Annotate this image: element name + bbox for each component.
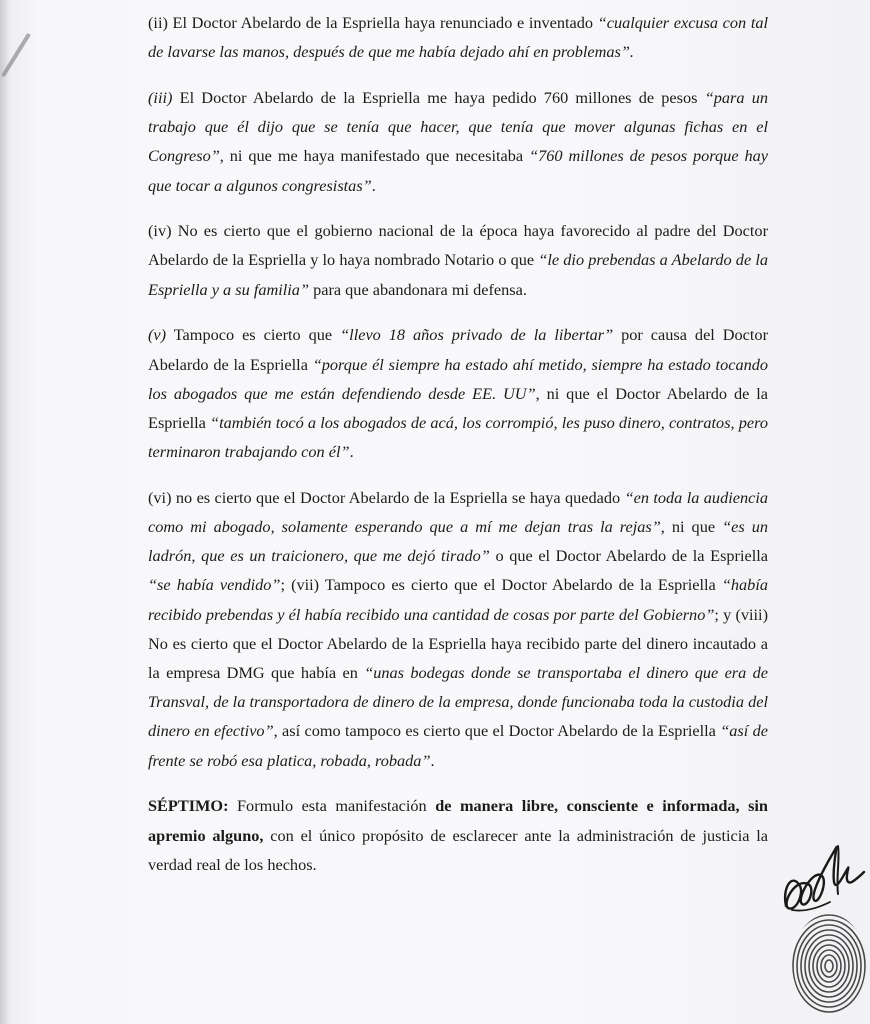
fingerprint-image xyxy=(788,908,870,1016)
paragraph-iii xyxy=(148,83,768,200)
paragraph-vi xyxy=(148,483,768,775)
paragraph-text-segment: (iv) No es cierto que el gobierno nacional de la época haya favorecido al padre del Doctor Abelardo de la Espriella y lo haya nombrado Notario o que xyxy=(148,221,768,270)
paragraph-text-segment: Tampoco es cierto que xyxy=(166,325,341,345)
paragraph-iv xyxy=(148,216,768,304)
paragraph-ii xyxy=(148,8,768,66)
paragraph-text-segment: . xyxy=(430,750,435,770)
paragraph-text-segment: “760 millones de pesos porque hay que tocar a algunos congresistas” xyxy=(148,146,768,195)
paragraph-text-segment: SÉPTIMO: xyxy=(148,796,229,816)
paragraph-text-segment: ; y (viii) No es cierto que el Doctor Abelardo de la Espriella haya recibido parte del dinero incautado a la empresa DMG que había en xyxy=(148,604,768,683)
document-body xyxy=(148,8,768,895)
paragraph-text-segment: , ni que el Doctor Abelardo de la Espriella xyxy=(148,383,768,432)
paragraph-text-segment: . xyxy=(371,175,376,195)
paragraph-text-segment: El Doctor Abelardo de la Espriella me haya pedido 760 millones de pesos xyxy=(172,87,705,107)
paragraph-text-segment: “también tocó a los abogados de acá, los corrompió, les puso dinero, contratos, pero terminaron trabajando con él” xyxy=(148,412,769,462)
paragraph-text-segment: “cualquier excusa con tal de lavarse las manos, después de que me había dejado ahí en problemas”. xyxy=(148,13,769,62)
paragraph-text-segment: . xyxy=(349,442,354,462)
paragraph-text-segment: (vi) no es cierto que el Doctor Abelardo de la Espriella se haya quedado xyxy=(148,487,625,507)
paragraph-text-segment: ; (vii) Tampoco es cierto que el Doctor Abelardo de la Espriella xyxy=(280,575,722,595)
paragraph-text-segment: “le dio prebendas a Abelardo de la Espriella y a su familia” xyxy=(148,250,768,299)
paragraph-v xyxy=(148,320,768,466)
paragraph-text-segment: (iii) xyxy=(148,87,173,107)
paragraph-text-segment: con el único propósito de esclarecer ante la administración de justicia la verdad real de los hechos. xyxy=(148,825,768,874)
page-edge-shadow xyxy=(0,0,10,1024)
paragraph-text-segment: “para un trabajo que él dijo que se tenía que hacer, que tenía que mover algunas fichas en el Congreso” xyxy=(148,87,768,166)
paragraph-text-segment: “llevo 18 años privado de la libertar” xyxy=(340,325,614,345)
paragraph-text-segment: por causa del Doctor Abelardo de la Espriella xyxy=(148,325,768,374)
paragraph-text-segment: (ii) El Doctor Abelardo de la Espriella haya renunciado e inventado xyxy=(148,13,598,32)
paragraph-text-segment: Formulo esta manifestación xyxy=(228,796,436,816)
paragraph-text-segment: “había recibido prebendas y él había recibido una cantidad de cosas por parte del Gobierno” xyxy=(148,575,768,624)
paragraph-text-segment: “es un ladrón, que es un traicionero, que me dejó tirado” xyxy=(148,517,769,566)
paragraph-text-segment: “en toda la audiencia como mi abogado, solamente esperando que a mí me dejan tras la rejas” xyxy=(148,487,768,537)
paragraph-text-segment: o que el Doctor Abelardo de la Espriella xyxy=(489,546,768,566)
paragraph-text-segment: “se había vendido” xyxy=(148,575,281,595)
paragraph-text-segment: “porque él siempre ha estado ahí metido, siempre ha estado tocando los abogados que me están defendiendo desde EE. UU” xyxy=(148,354,769,403)
paragraph-text-segment: , así como tampoco es cierto que el Doctor Abelardo de la Espriella xyxy=(273,721,721,741)
paragraph-text-segment: , ni que xyxy=(660,517,723,537)
paragraph-text-segment: , ni que me haya manifestado que necesitaba xyxy=(219,146,530,166)
paragraph-text-segment: “así de frente se robó esa platica, robada, robada” xyxy=(148,721,768,770)
paragraph-text-segment: para que abandonara mi defensa. xyxy=(309,279,527,299)
paragraph-text-segment: de manera libre, consciente e informada, sin apremio alguno, xyxy=(148,796,768,845)
signature-image xyxy=(778,828,868,920)
paragraph-septimo xyxy=(148,791,768,879)
paragraph-text-segment: “unas bodegas donde se transportaba el dinero que era de Transval, de la transportadora de dinero de la empresa, donde funcionaba toda la custodia del dinero en efectivo” xyxy=(148,663,768,741)
paragraph-text-segment: (v) xyxy=(148,325,167,345)
